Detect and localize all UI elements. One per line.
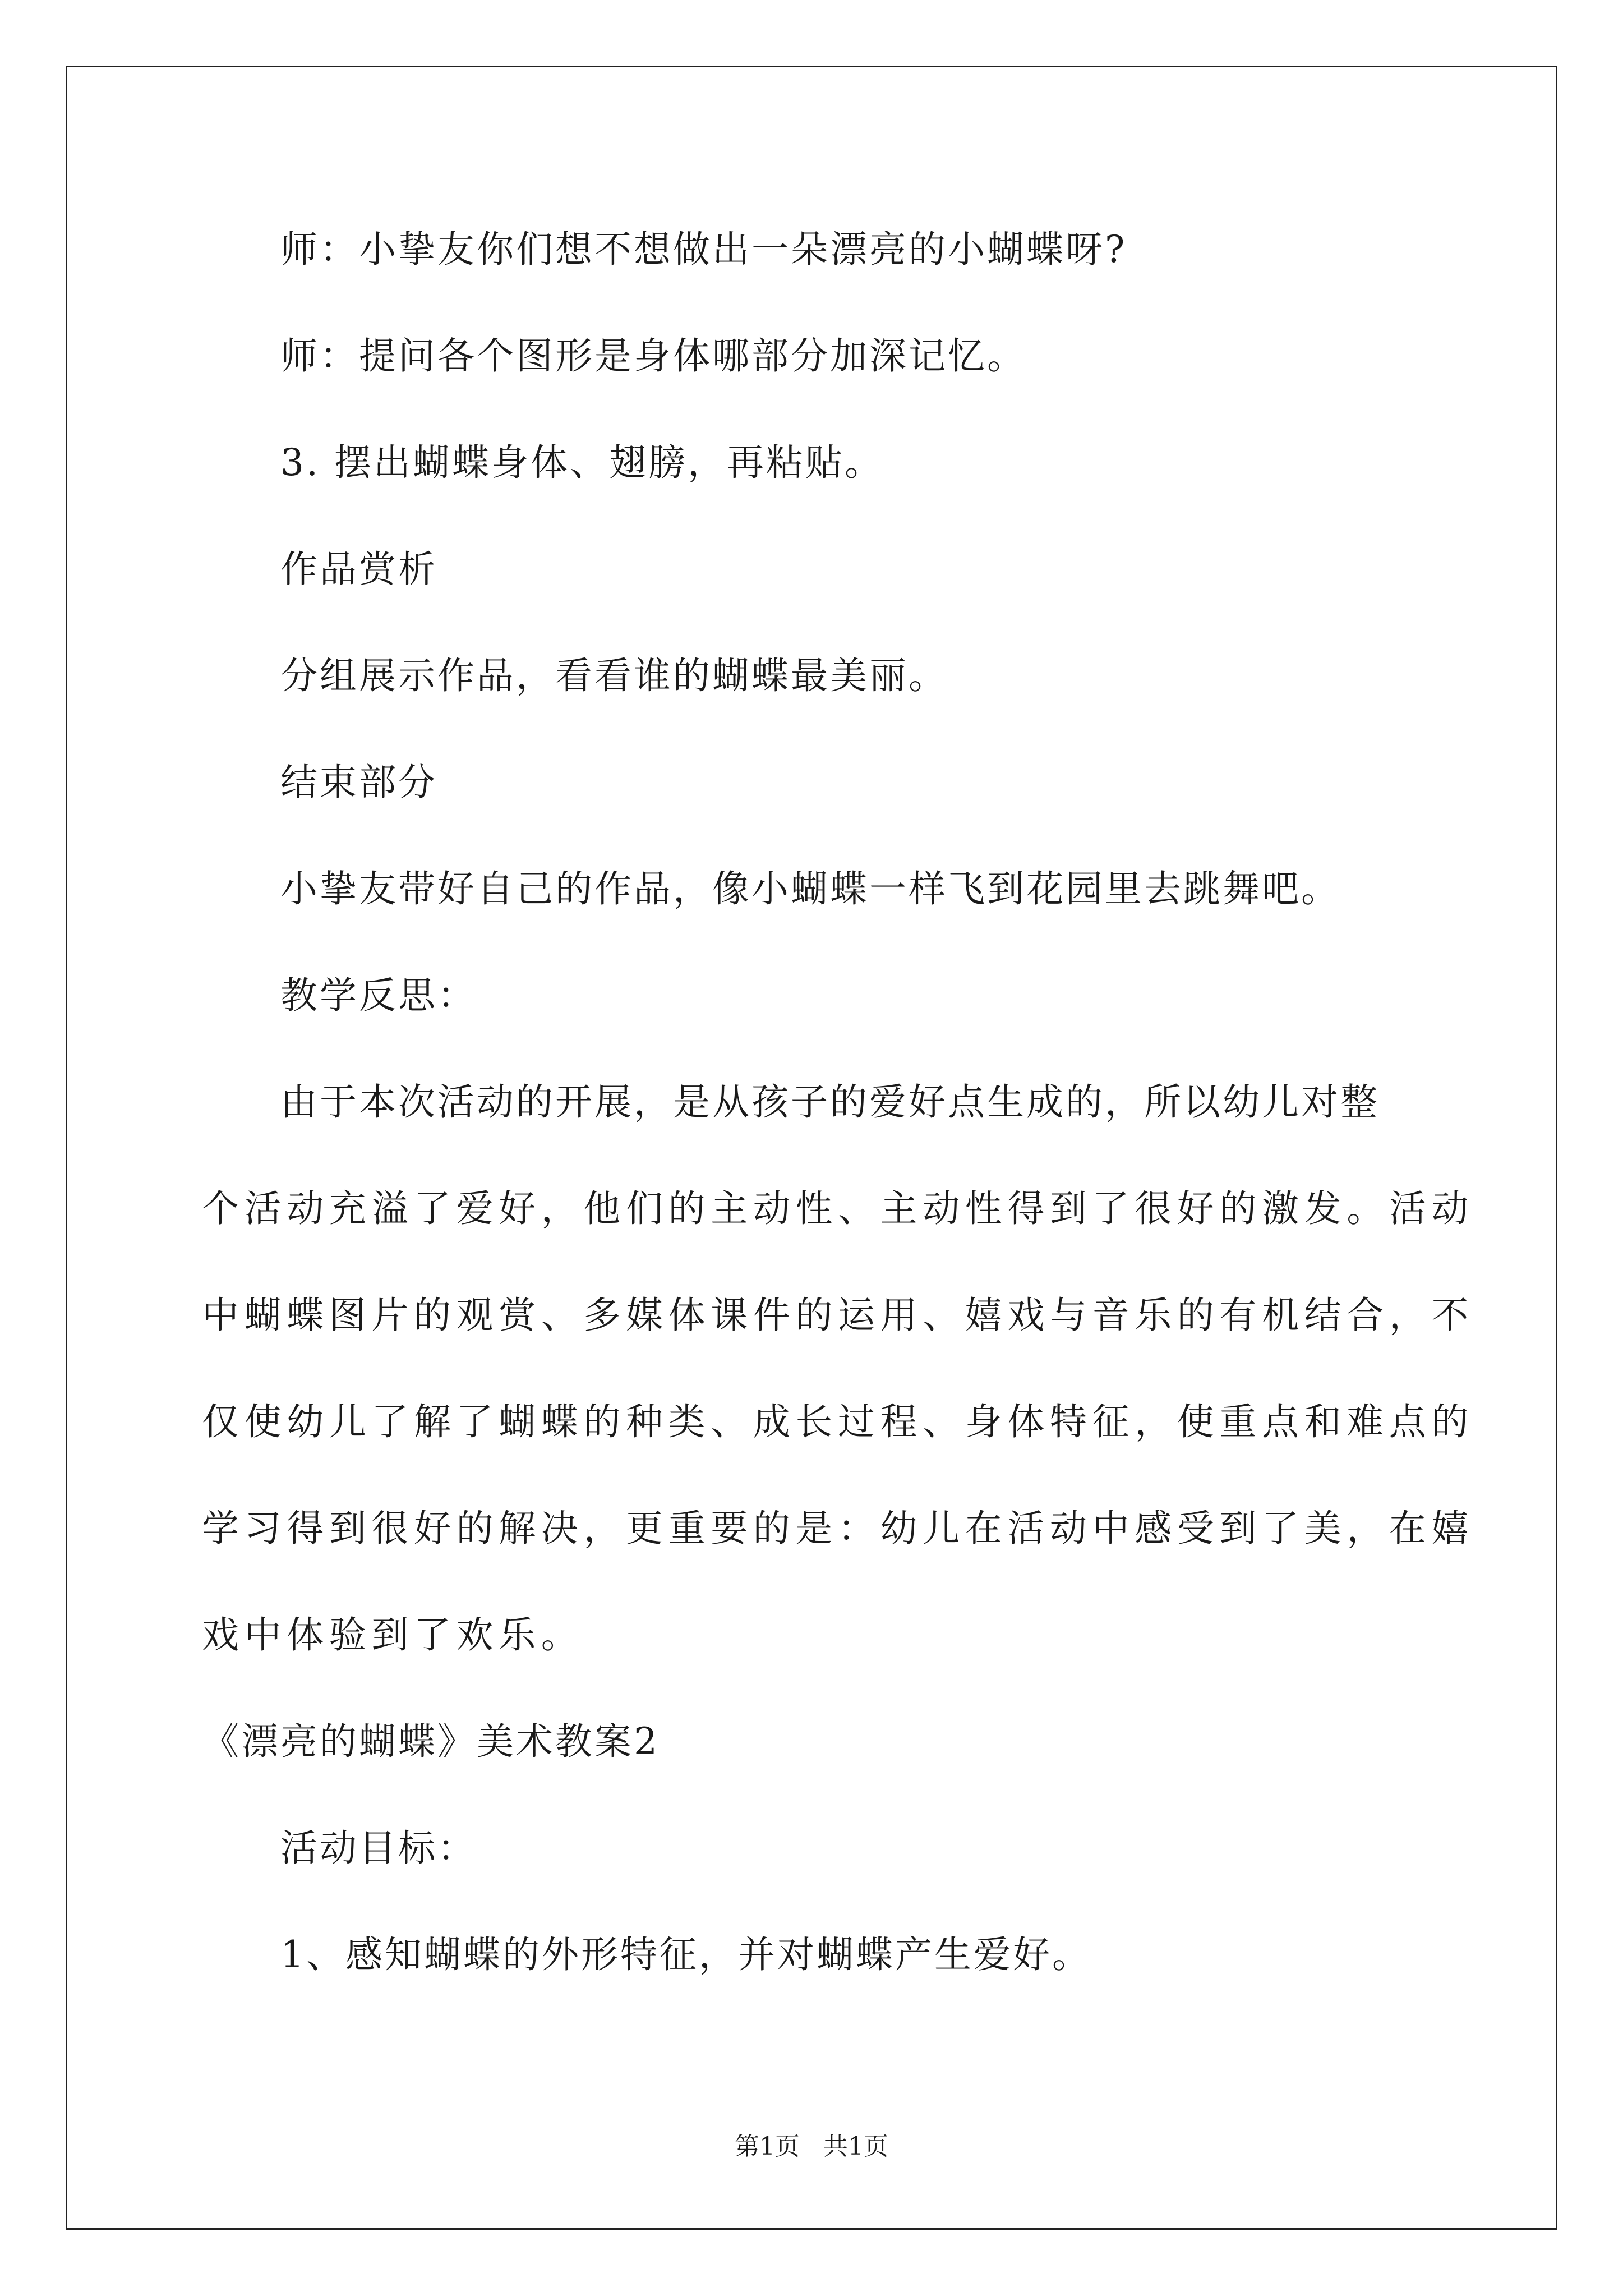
paragraph-line: 师：提问各个图形是身体哪部分加深记忆。 [280,334,1026,378]
section-heading: 教学反思： [280,974,477,1017]
section-heading: 活动目标： [280,1826,477,1870]
paragraph-line: 个活动充溢了爱好，他们的主动性、主动性得到了很好的激发。活动 [202,1187,1474,1230]
paragraph-line: 学习得到很好的解决，更重要的是：幼儿在活动中感受到了美，在嬉 [202,1507,1474,1550]
paragraph-line: 由于本次活动的开展，是从孩子的爱好点生成的，所以幼儿对整 [280,1080,1380,1124]
page-number-footer: 第1页 共1页 [735,2132,888,2161]
section-heading: 作品赏析 [280,547,437,591]
paragraph-line: 小挚友带好自己的作品，像小蝴蝶一样飞到花园里去跳舞吧。 [280,867,1340,910]
paragraph-line: 分组展示作品，看看谁的蝴蝶最美丽。 [280,654,948,697]
paragraph-line: 3. 摆出蝴蝶身体、翅膀，再粘贴。 [280,441,884,484]
paragraph-line: 中蝴蝶图片的观赏、多媒体课件的运用、嬉戏与音乐的有机结合，不 [202,1294,1474,1337]
paragraph-line: 师：小挚友你们想不想做出一朵漂亮的小蝴蝶呀? [280,228,1127,271]
section-heading: 结束部分 [280,761,437,804]
document-title: 《漂亮的蝴蝶》美术教案2 [202,1720,660,1763]
paragraph-line: 仅使幼儿了解了蝴蝶的种类、成长过程、身体特征，使重点和难点的 [202,1400,1474,1443]
paragraph-line: 1、感知蝴蝶的外形特征，并对蝴蝶产生爱好。 [280,1933,1091,1976]
paragraph-line: 戏中体验到了欢乐。 [202,1613,584,1657]
page-frame [66,66,1557,2230]
